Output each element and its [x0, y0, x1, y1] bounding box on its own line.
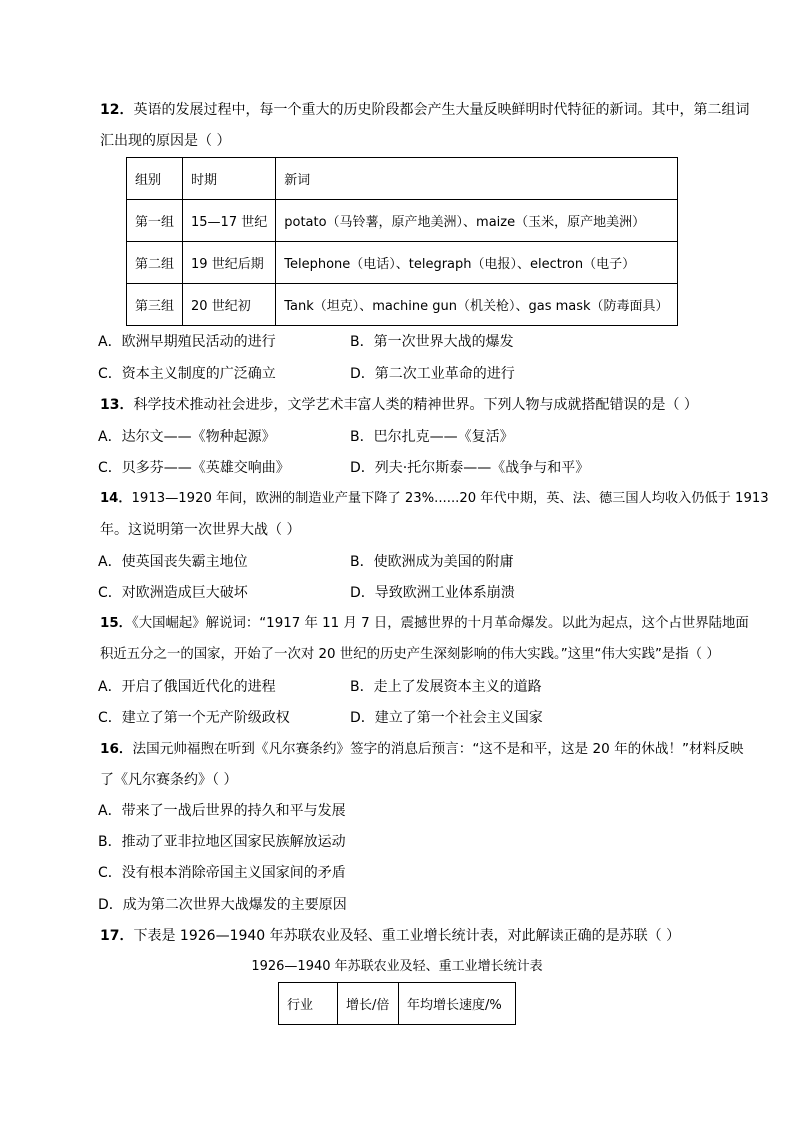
- q16-line1: [100, 740, 743, 758]
- q12-line1: [100, 101, 749, 119]
- q16-stem-2: 了《凡尔赛条约》（ ）: [100, 772, 238, 788]
- q12-cell-period: 20 世纪初: [183, 284, 276, 326]
- q12-th-group: 组别: [127, 158, 183, 200]
- q14-option-b[interactable]: B．使欧洲成为美国的附庸: [350, 554, 514, 570]
- q12-cell-group: 第二组: [127, 242, 183, 284]
- q12-th-period: 时期: [183, 158, 276, 200]
- table-row: [127, 200, 678, 242]
- q14-option-a[interactable]: A．使英国丧失霸主地位: [98, 554, 248, 570]
- q15-number: 15．: [100, 616, 133, 631]
- q12-option-c[interactable]: C．资本主义制度的广泛确立: [98, 366, 276, 382]
- q12-line2: [100, 132, 230, 150]
- table-row: [127, 284, 678, 326]
- q12-table: [126, 157, 678, 326]
- q12-number: 12．: [100, 102, 134, 118]
- q12-cell-period: 15—17 世纪: [183, 200, 276, 242]
- q16-option-b[interactable]: B．推动了亚非拉地区国家民族解放运动: [98, 834, 346, 850]
- q12-cell-words: Telephone（电话）、telegraph（电报）、electron（电子）: [276, 242, 677, 284]
- q15-option-d[interactable]: D．建立了第一个社会主义国家: [350, 710, 543, 726]
- q15-option-a[interactable]: A．开启了俄国近代化的进程: [98, 679, 276, 695]
- q17-table: [278, 982, 516, 1025]
- q13-stem-1: 科学技术推动社会进步，文学艺术丰富人类的精神世界。下列人物与成就搭配错误的是（ ）: [133, 397, 698, 413]
- q12-cell-words: potato（马铃薯，原产地美洲）、maize（玉米，原产地美洲）: [276, 200, 677, 242]
- q16-option-c[interactable]: C．没有根本消除帝国主义国家间的矛盾: [98, 865, 346, 881]
- q17-th-industry: 行业: [279, 983, 338, 1025]
- q14-stem-1: 1913—1920 年间，欧洲的制造业产量下降了 23%......20 年代中期，英、法、德三国人均收入仍低于 1913: [131, 491, 769, 506]
- q16-option-d[interactable]: D．成为第二次世界大战爆发的主要原因: [98, 897, 347, 913]
- q12-cell-group: 第一组: [127, 200, 183, 242]
- q17-th-growth-times: 增长/倍: [338, 983, 399, 1025]
- q17-table-caption: 1926—1940 年苏联农业及轻、重工业增长统计表: [251, 959, 543, 974]
- q13-option-c[interactable]: C．贝多芬——《英雄交响曲》: [98, 460, 290, 476]
- q17-th-annual-rate: 年均增长速度/%: [399, 983, 516, 1025]
- q13-option-b[interactable]: B．巴尔扎克——《复活》: [350, 429, 514, 445]
- q13-option-a[interactable]: A．达尔文——《物种起源》: [98, 429, 276, 445]
- q12-cell-group: 第三组: [127, 284, 183, 326]
- q14-stem-2: 年。这说明第一次世界大战（ ）: [100, 522, 301, 538]
- q15-line2: [100, 646, 720, 664]
- q12-option-a[interactable]: A．欧洲早期殖民活动的进行: [98, 334, 276, 350]
- q12-table-header-row: [127, 158, 678, 200]
- q13-number: 13．: [100, 397, 134, 413]
- q17-line1: [100, 927, 680, 945]
- q14-option-d[interactable]: D．导致欧洲工业体系崩溃: [350, 585, 515, 601]
- q15-line1: [100, 615, 749, 633]
- q15-stem-2: 积近五分之一的国家，开始了一次对 20 世纪的历史产生深刻影响的伟大实践。”这里“伟大实践”是指（ ）: [100, 647, 720, 662]
- table-row: [127, 242, 678, 284]
- q12-cell-words: Tank（坦克）、machine gun（机关枪）、gas mask（防毒面具）: [276, 284, 677, 326]
- q13-option-d[interactable]: D．列夫·托尔斯泰——《战争与和平》: [350, 460, 590, 476]
- q16-number: 16．: [100, 741, 133, 757]
- q13-line1: [100, 396, 698, 414]
- q14-line1: [100, 490, 769, 508]
- q12-option-d[interactable]: D．第二次工业革命的进行: [350, 366, 515, 382]
- q12-stem-2: 汇出现的原因是（ ）: [100, 133, 231, 149]
- q17-number: 17．: [100, 928, 134, 944]
- q12-cell-period: 19 世纪后期: [183, 242, 276, 284]
- q14-option-c[interactable]: C．对欧洲造成巨大破坏: [98, 585, 248, 601]
- q17-stem-1: 下表是 1926—1940 年苏联农业及轻、重工业增长统计表，对此解读正确的是苏联（ ）: [133, 928, 681, 944]
- q14-line2: [100, 521, 300, 539]
- q12-option-b[interactable]: B．第一次世界大战的爆发: [350, 334, 514, 350]
- q15-stem-1: 《大国崛起》解说词：“1917 年 11 月 7 日，震撼世界的十月革命爆发。以此为起点，这个占世界陆地面: [132, 616, 749, 631]
- q16-option-a[interactable]: A．带来了一战后世界的持久和平与发展: [98, 803, 346, 819]
- q16-line2: [100, 771, 237, 789]
- q14-number: 14．: [100, 491, 132, 506]
- q17-table-header-row: [279, 983, 516, 1025]
- q15-option-c[interactable]: C．建立了第一个无产阶级政权: [98, 710, 290, 726]
- q16-stem-1: 法国元帅福煦在听到《凡尔赛条约》签字的消息后预言：“这不是和平，这是 20 年的休战！”材料反映: [132, 741, 744, 757]
- q12-stem-1: 英语的发展过程中，每一个重大的历史阶段都会产生大量反映鲜明时代特征的新词。其中，第二组词: [133, 102, 750, 118]
- q12-th-words: 新词: [276, 158, 677, 200]
- q15-option-b[interactable]: B．走上了发展资本主义的道路: [350, 679, 542, 695]
